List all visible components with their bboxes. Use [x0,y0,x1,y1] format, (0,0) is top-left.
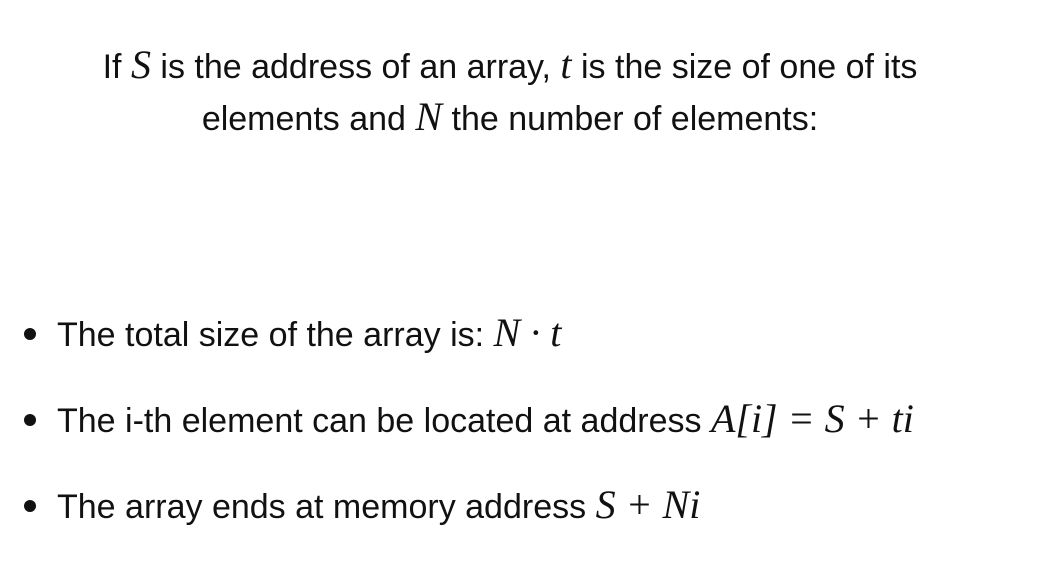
formula-element-address: A[i] = S + ti [710,396,914,441]
bullet-dot-icon [24,500,36,512]
bullet-item-total-size [20,308,914,394]
bullet-text: The i-th element can be located at address [57,402,711,440]
intro-line-2 [0,92,1020,144]
formula-total-size: N · t [493,310,562,355]
bullet-dot-icon [24,328,36,340]
bullet-text: The total size of the array is: [57,316,494,354]
formula-array-end: S + Ni [595,482,701,527]
intro-text: is the address of an array, [150,48,561,86]
intro-paragraph [0,40,1020,144]
bullet-item-element-address [20,394,914,480]
math-variable-n: N [415,94,443,139]
bullet-dot-icon [24,414,36,426]
bullet-text: The array ends at memory address [57,488,596,526]
math-variable-t: t [560,42,572,87]
bullet-list [20,308,914,566]
intro-text: the number of elements: [442,100,819,138]
intro-text: is the size of one of its [571,48,918,86]
bullet-item-array-end [20,480,914,566]
intro-text: elements and [201,100,416,138]
math-variable-s: S [130,42,151,87]
intro-text: If [102,48,131,86]
intro-line-1 [0,40,1020,92]
